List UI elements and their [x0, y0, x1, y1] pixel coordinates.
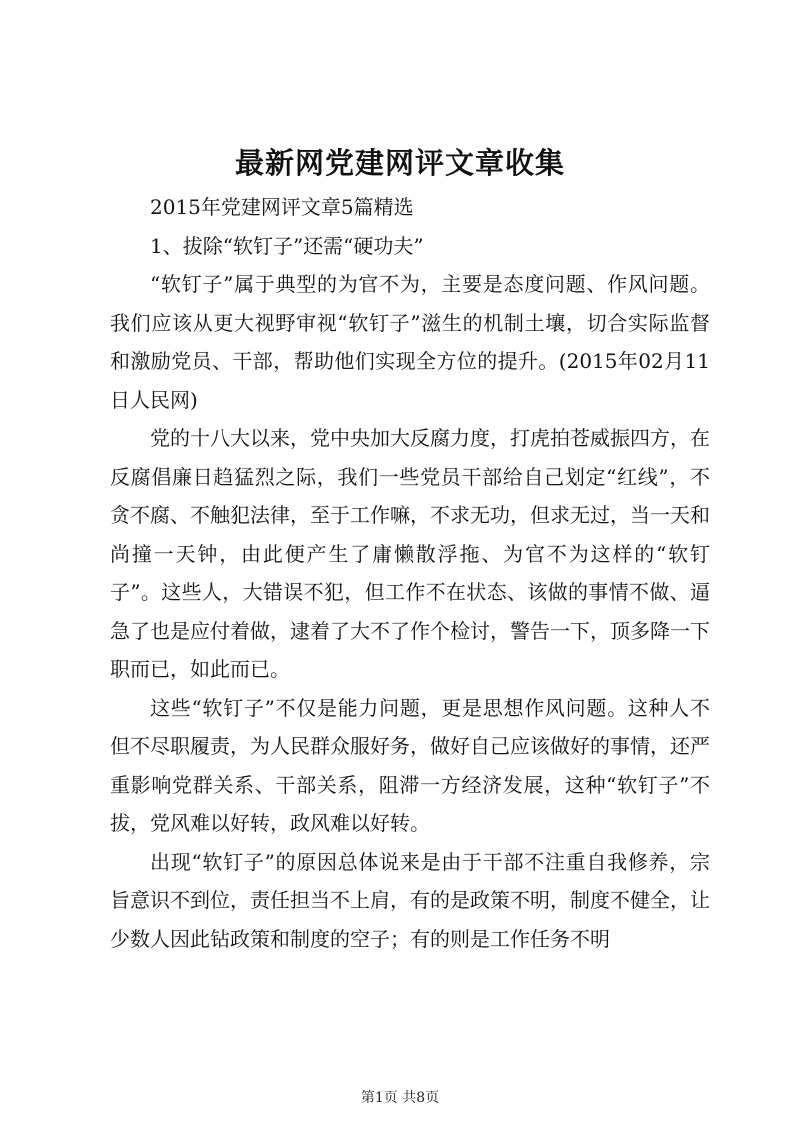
document-title: 最新网党建网评文章收集 — [234, 146, 565, 180]
paragraph: 出现“软钉子”的原因总体说来是由于干部不注重自我修养，宗旨意识不到位，责任担当不上肩，有的是政策不明，制度不健全，让少数人因此钻政策和制度的空子；有的则是工作任务不明 — [110, 849, 710, 951]
document-body — [110, 188, 710, 958]
paragraph-heading: 1、拔除“软钉子”还需“硬功夫” — [150, 233, 424, 258]
paragraph-subtitle: 2015年党建网评文章5篇精选 — [150, 195, 414, 219]
paragraph: 这些“软钉子”不仅是能力问题，更是思想作风问题。这种人不但不尽职履责，为人民群众服好务，做好自己应该做好的事情，还严重影响党群关系、干部关系，阻滞一方经济发展，这种“软钉子”不拔，党风难以好转，政风难以好转。 — [110, 695, 710, 835]
page-number-footer: 第1页 共8页 — [360, 1090, 440, 1106]
paragraph: 党的十八大以来，党中央加大反腐力度，打虎拍苍威振四方，在反腐倡廉日趋猛烈之际，我们一些党员干部给自己划定“红线”，不贪不腐、不触犯法律，至于工作嘛，不求无功，但求无过，当一天和尚撞一天钟，由此便产生了庸懒散浮拖、为官不为这样的“软钉子”。这些人，大错误不犯，但工作不在状态、该做的事情不做、逼急了也是应付着做，逮着了大不了作个检讨，警告一下，顶多降一下职而已，如此而已。 — [110, 426, 710, 681]
paragraph: “软钉子”属于典型的为官不为，主要是态度问题、作风问题。我们应该从更大视野审视“软钉子”滋生的机制土壤，切合实际监督和激励党员、干部，帮助他们实现全方位的提升。(2015年02月11日人民网) — [110, 272, 710, 412]
